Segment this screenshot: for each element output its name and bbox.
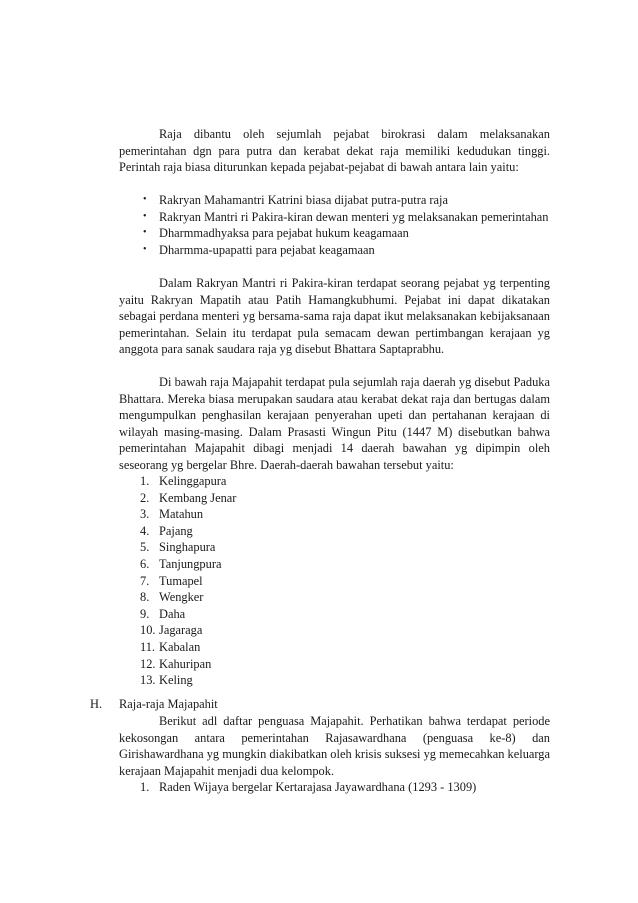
list-item: 3. Matahun bbox=[140, 507, 204, 522]
intro-paragraph bbox=[119, 126, 550, 176]
list-item: • Dharmma-upapatti para pejabat keagamaan bbox=[143, 242, 375, 257]
list-item: • Rakryan Mantri ri Pakira-kiran dewan menteri yg melaksanakan pemerintahan bbox=[143, 209, 549, 224]
officials-list bbox=[119, 192, 550, 258]
section-letter: H. bbox=[90, 697, 103, 711]
list-item: 8. Wengker bbox=[140, 590, 204, 605]
bullet-icon: • bbox=[143, 194, 147, 205]
section-heading bbox=[90, 696, 218, 713]
list-item: 10. Jagaraga bbox=[140, 623, 203, 638]
list-item: 9. Daha bbox=[140, 606, 186, 621]
regions-list bbox=[119, 473, 550, 689]
patih-paragraph-text: Dalam Rakryan Mantri ri Pakira-kiran terdapat seorang pejabat yg terpenting yaitu Rakryan Mapatih atau Patih Hamangkubhumi. Pejabat ini dapat dikatakan sebagai perdana menteri yg bersama-sama raja dapat ikut melaksanakan kebijaksanaan pemerintahan. Selain itu terdapat pula semacam dewan pertimbangan kerajaan yg anggota para sanak saudara raja yg disebut Bhattara Saptaprabhu. bbox=[119, 276, 550, 357]
rulers-intro-paragraph bbox=[119, 713, 550, 779]
list-item: 5. Singhapura bbox=[140, 540, 216, 555]
rulers-list bbox=[119, 779, 550, 796]
list-item: 7. Tumapel bbox=[140, 573, 203, 588]
bullet-icon: • bbox=[143, 210, 147, 222]
list-item: • Rakryan Mahamantri Katrini biasa dijabat putra-putra raja bbox=[143, 193, 449, 207]
section-title: Raja-raja Majapahit bbox=[119, 697, 218, 711]
intro-paragraph-text: Raja dibantu oleh sejumlah pejabat birokrasi dalam melaksanakan pemerintahan dgn para putra dan kerabat dekat raja memiliki kedudukan tinggi. Perintah raja biasa diturunkan kepada pejabat-pejabat di bawah antara lain yaitu: bbox=[119, 127, 550, 175]
bullet-icon: • bbox=[143, 243, 147, 255]
list-item: 13. Keling bbox=[140, 673, 193, 688]
list-item: 1. Raden Wijaya bergelar Kertarajasa Jayawardhana (1293 - 1309) bbox=[140, 780, 477, 794]
regional-rulers-paragraph bbox=[119, 374, 550, 474]
regional-rulers-paragraph-text: Di bawah raja Majapahit terdapat pula sejumlah raja daerah yg disebut Paduka Bhattara. Mereka biasa merupakan saudara atau kerabat dekat raja dan bertugas dalam mengumpulkan penghasilan kerajaan penyerahan upeti dan pertahanan kerajaan di wilayah masing-masing. Dalam Prasasti Wingun Pitu (1447 M) disebutkan bahwa pemerintahan Majapahit dibagi menjadi 14 daerah bawahan yg dipimpin oleh seseorang yg bergelar Bhre. Daerah-daerah bawahan tersebut yaitu: bbox=[119, 375, 550, 472]
list-item: • Dharmmadhyaksa para pejabat hukum keagamaan bbox=[143, 226, 409, 241]
list-item: 4. Pajang bbox=[140, 523, 193, 538]
bullet-icon: • bbox=[143, 227, 147, 239]
list-item: 1. Kelinggapura bbox=[140, 474, 227, 488]
list-item: 11. Kabalan bbox=[140, 639, 201, 654]
list-item: 12. Kahuripan bbox=[140, 656, 212, 671]
rulers-intro-paragraph-text: Berikut adl daftar penguasa Majapahit. Perhatikan bahwa terdapat periode kekosongan antara pemerintahan Rajasawardhana (penguasa ke-8) dan Girishawardhana yg mungkin diakibatkan oleh krisis suksesi yg memecahkan keluarga kerajaan Majapahit menjadi dua kelompok. bbox=[119, 714, 550, 778]
patih-paragraph bbox=[119, 275, 550, 358]
list-item: 2. Kembang Jenar bbox=[140, 490, 237, 505]
list-item: 6. Tanjungpura bbox=[140, 556, 222, 571]
